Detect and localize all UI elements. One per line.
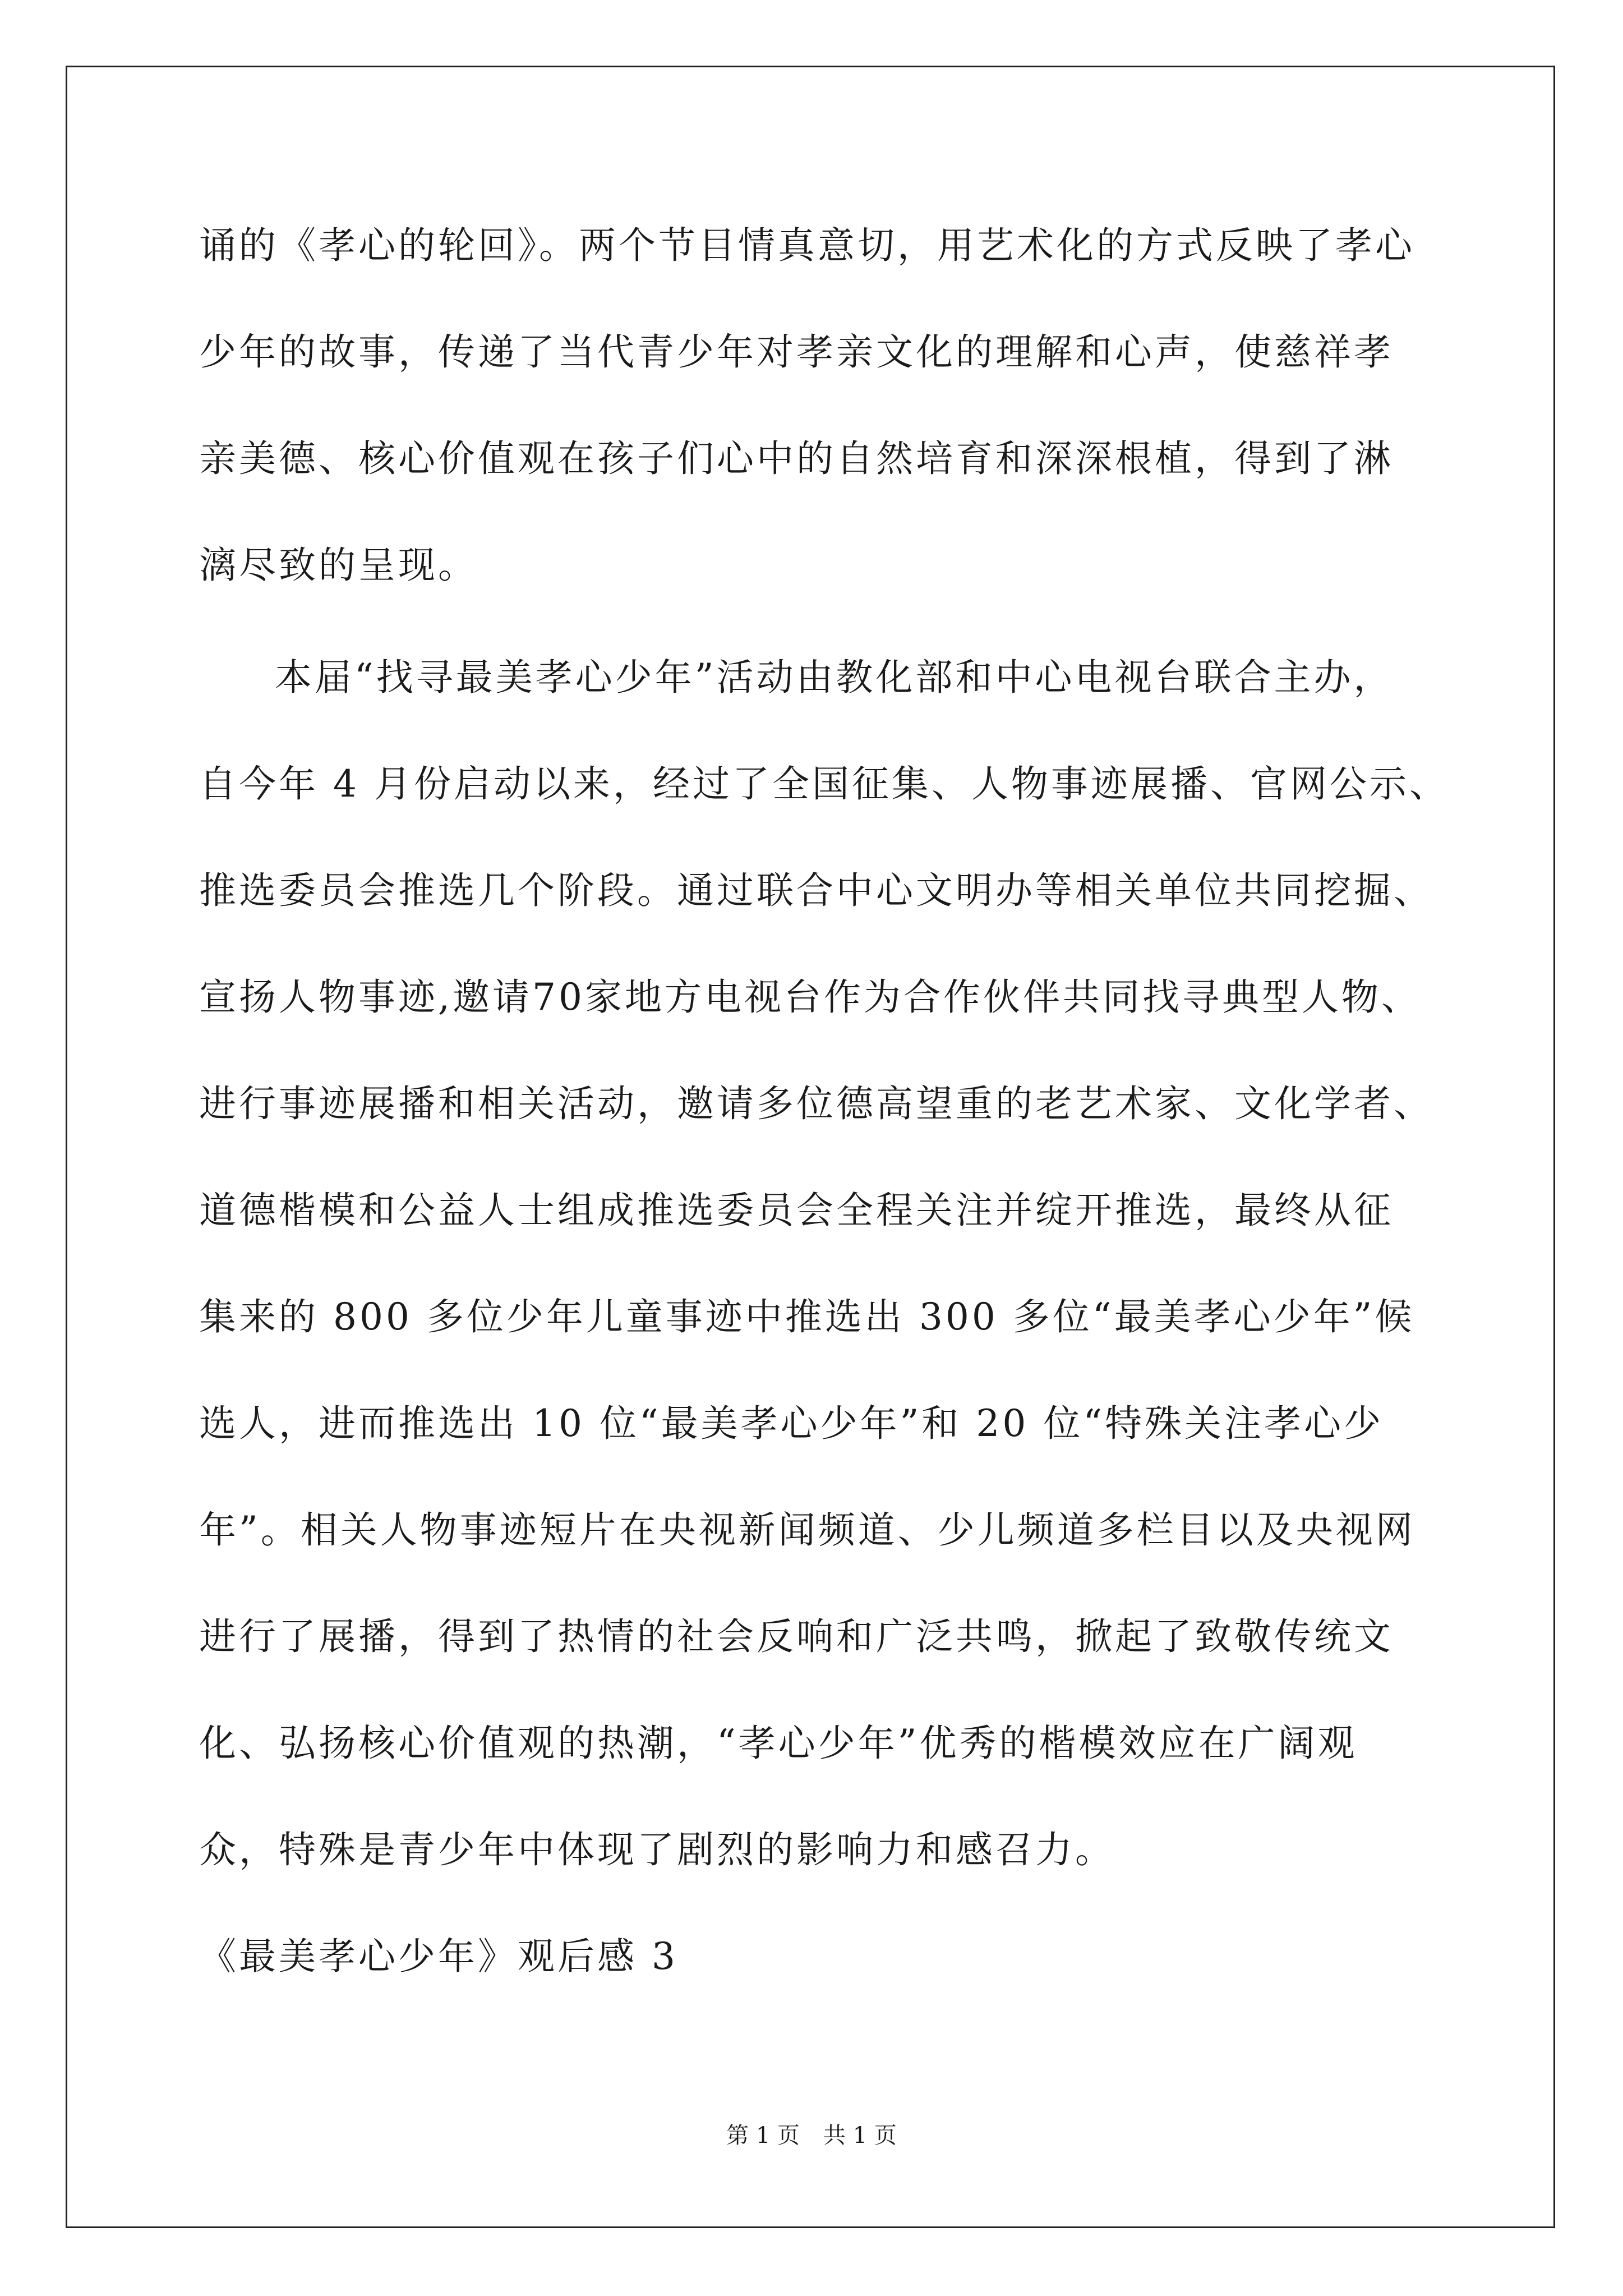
paragraph-2-line-6: 道德楷模和公益人士组成推选委员会全程关注并绽开推选，最终从征	[199, 1189, 1394, 1232]
paragraph-2-line-2: 自今年 4 月份启动以来，经过了全国征集、人物事迹展播、官网公示、	[199, 762, 1449, 806]
paragraph-2-line-11: 化、弘扬核心价值观的热潮，“孝心少年”优秀的楷模效应在广阔观	[199, 1722, 1358, 1765]
paragraph-1-line-3: 亲美德、核心价值观在孩子们心中的自然培育和深深根植，得到了淋	[199, 437, 1394, 480]
paragraph-2-line-10: 进行了展播，得到了热情的社会反响和广泛共鸣，掀起了致敬传统文	[199, 1615, 1394, 1658]
paragraph-2-line-4: 宣扬人物事迹,邀请70家地方电视台作为合作伙伴共同找寻典型人物、	[199, 976, 1421, 1019]
paragraph-2-line-9: 年”。相关人物事迹短片在央视新闻频道、少儿频道多栏目以及央视网	[199, 1508, 1415, 1552]
paragraph-2-line-5: 进行事迹展播和相关活动，邀请多位德高望重的老艺术家、文化学者、	[199, 1082, 1433, 1125]
page-number-label: 第 1 页	[726, 2123, 800, 2148]
paragraph-2-line-8: 选人，进而推选出 10 位“最美孝心少年”和 20 位“特殊关注孝心少	[199, 1402, 1384, 1445]
paragraph-1-line-2: 少年的故事，传递了当代青少年对孝亲文化的理解和心声，使慈祥孝	[199, 330, 1394, 374]
paragraph-1-line-4: 漓尽致的呈现。	[199, 544, 478, 587]
paragraph-2-line-7: 集来的 800 多位少年儿童事迹中推选出 300 多位“最美孝心少年”候	[199, 1295, 1415, 1338]
paragraph-2-line-1: 本届“找寻最美孝心少年”活动由教化部和中心电视台联合主办，	[275, 656, 1394, 699]
page-total-label: 共 1 页	[823, 2123, 897, 2148]
page-border	[66, 66, 1555, 2228]
section-heading: 《最美孝心少年》观后感 3	[199, 1935, 678, 1978]
paragraph-2-line-12: 众，特殊是青少年中体现了剧烈的影响力和感召力。	[199, 1828, 1115, 1871]
page-footer	[0, 2122, 1623, 2150]
paragraph-2-line-3: 推选委员会推选几个阶段。通过联合中心文明办等相关单位共同挖掘、	[199, 869, 1433, 912]
paragraph-1-line-1: 诵的《孝心的轮回》。两个节目情真意切，用艺术化的方式反映了孝心	[199, 224, 1415, 267]
